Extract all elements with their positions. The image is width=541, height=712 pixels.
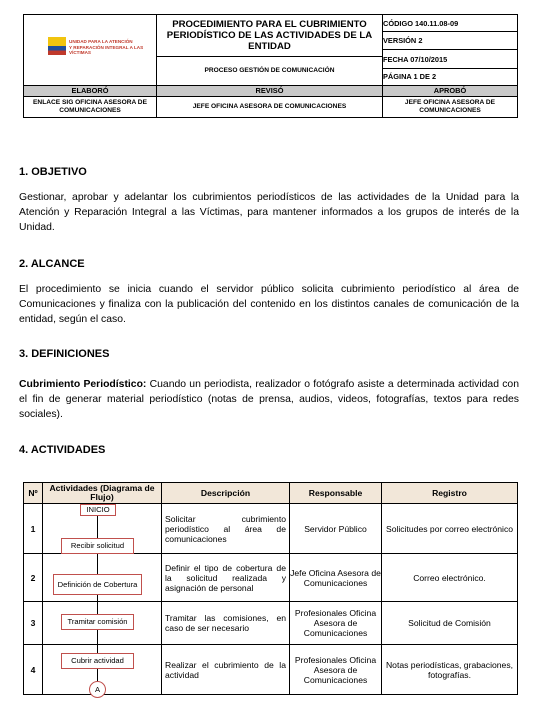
reviso-header: REVISÓ — [157, 86, 383, 97]
aprobo-header: APROBÓ — [383, 86, 518, 97]
actividades-heading: 4. ACTIVIDADES — [19, 444, 106, 456]
version-field: VERSIÓN 2 — [383, 32, 518, 50]
row-num: 4 — [24, 645, 43, 695]
flow-connector-a: A — [89, 681, 106, 698]
row-resp: Profesionales Oficina Asesora de Comunicaciones — [290, 645, 382, 695]
col-reg-header: Registro — [382, 483, 518, 504]
definiciones-paragraph — [19, 377, 519, 422]
flow-step-receive: Recibir solicitud — [61, 538, 134, 554]
elaboro-value: ENLACE SIG OFICINA ASESORA DE COMUNICACIONES — [24, 97, 157, 118]
row-desc: Solicitar cubrimiento periodístico al área de comunicaciones — [162, 504, 290, 554]
flow-step-commission: Tramitar comisión — [61, 614, 134, 630]
row-reg: Solicitud de Comisión — [382, 602, 518, 645]
logo-cell — [24, 15, 157, 86]
row-reg: Notas periodísticas, grabaciones, fotografías. — [382, 645, 518, 695]
date-field: FECHA 07/10/2015 — [383, 50, 518, 68]
flow-step-cover: Cubrir actividad — [61, 653, 134, 669]
row-num: 3 — [24, 602, 43, 645]
definiciones-term: Cubrimiento Periodístico: — [19, 379, 147, 390]
col-num-header: Nº — [24, 483, 43, 504]
flow-step-coverage: Definición de Cobertura — [53, 574, 142, 595]
flow-start: INICIO — [80, 504, 116, 516]
row-num: 1 — [24, 504, 43, 554]
row-resp: Servidor Público — [290, 504, 382, 554]
definiciones-heading: 3. DEFINICIONES — [19, 348, 110, 360]
row-resp: Profesionales Oficina Asesora de Comunicaciones — [290, 602, 382, 645]
flag-logo-icon — [48, 37, 66, 55]
logo-text: UNIDAD PARA LA ATENCIÓN Y REPARACIÓN INTEGRAL A LAS VÍCTIMAS — [69, 39, 144, 55]
aprobo-value: JEFE OFICINA ASESORA DE COMUNICACIONES — [383, 97, 518, 118]
reviso-value: JEFE OFICINA ASESORA DE COMUNICACIONES — [157, 97, 383, 118]
alcance-text: El procedimiento se inicia cuando el servidor público solicita cubrimiento periodístico al área de Comunicaciones y finaliza con la publicación del contenido en los distintos canales de comunicación de la entidad, según el caso. — [19, 284, 519, 325]
code-field: CÓDIGO 140.11.08-09 — [383, 15, 518, 32]
process-name: PROCESO GESTIÓN DE COMUNICACIÓN — [157, 56, 382, 84]
alcance-heading: 2. ALCANCE — [19, 258, 85, 270]
col-desc-header: Descripción — [162, 483, 290, 504]
title-cell — [157, 15, 383, 86]
document-title: PROCEDIMIENTO PARA EL CUBRIMIENTO PERIODÍSTICO DE LAS ACTIVIDADES DE LA ENTIDAD — [166, 19, 373, 52]
elaboro-header: ELABORÓ — [24, 86, 157, 97]
page-field: PÁGINA 1 DE 2 — [383, 68, 518, 85]
row-resp: Jefe Oficina Asesora de Comunicaciones — [290, 554, 382, 602]
document-header — [23, 14, 518, 118]
row-desc: Tramitar las comisiones, en caso de ser necesario — [162, 602, 290, 645]
objetivo-text: Gestionar, aprobar y adelantar los cubrimientos periodísticos de las actividades de la Unidad para la Atención y Reparación Integral a las Víctimas, para mantener informados a los grupos de interés de la Unidad. — [19, 192, 519, 233]
col-resp-header: Responsable — [290, 483, 382, 504]
definiciones-text: Cuando un periodista, realizador o fotógrafo asiste a determinada actividad con el fin de generar material periodístico (notas de prensa, audios, videos, fotografías, textos para redes sociales). — [19, 379, 519, 420]
col-flow-header: Actividades (Diagrama de Flujo) — [43, 483, 162, 504]
row-reg: Solicitudes por correo electrónico — [382, 504, 518, 554]
row-reg: Correo electrónico. — [382, 554, 518, 602]
row-num: 2 — [24, 554, 43, 602]
row-desc: Definir el tipo de cobertura de la solicitud realizada y asignación de personal — [162, 554, 290, 602]
objetivo-heading: 1. OBJETIVO — [19, 166, 87, 178]
row-desc: Realizar el cubrimiento de la actividad — [162, 645, 290, 695]
